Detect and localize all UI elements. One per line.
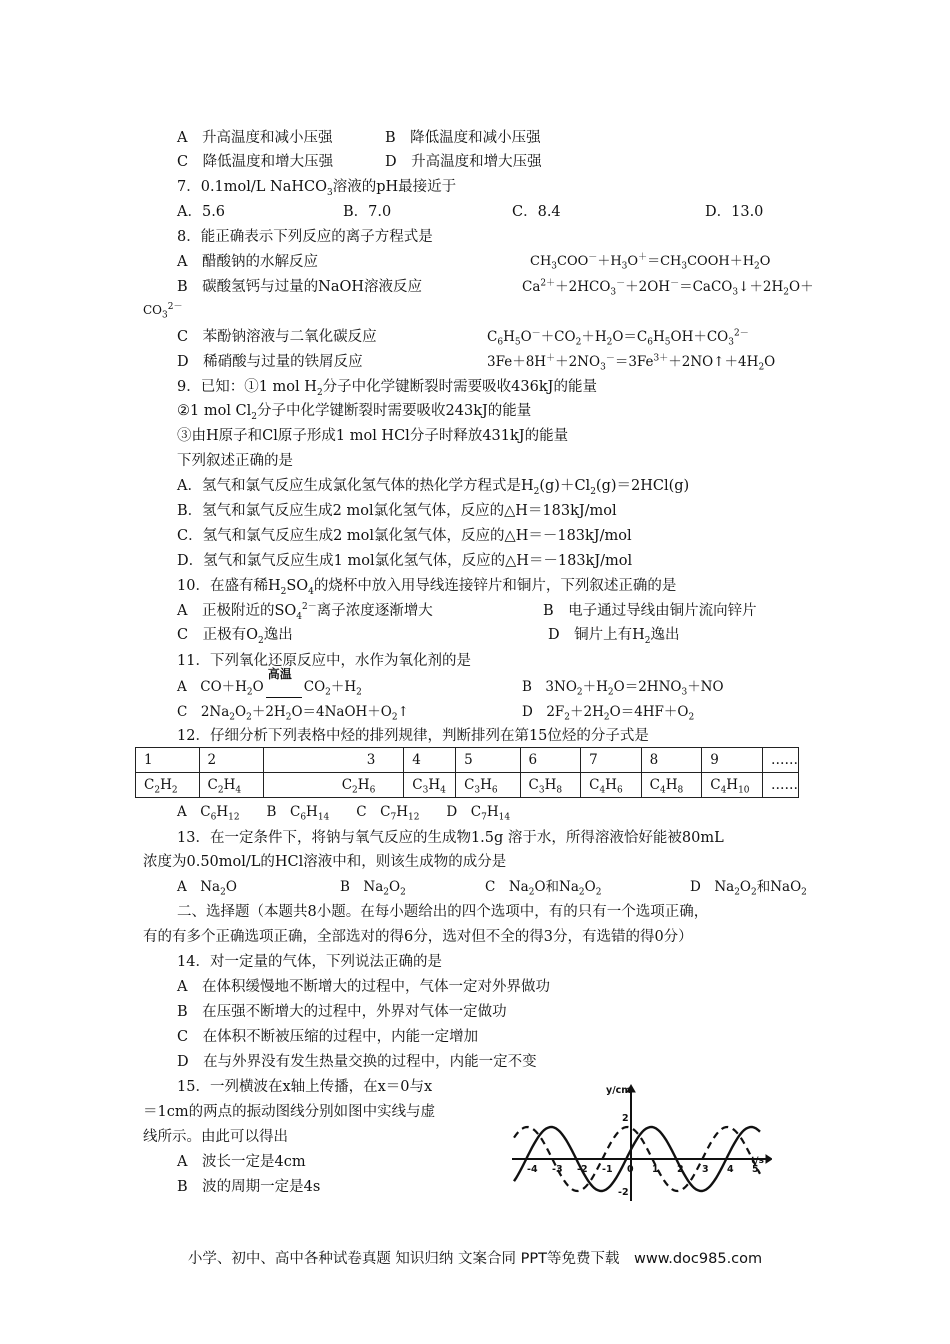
x-axis-label: t/s: [751, 1156, 764, 1166]
q7-option-c: C．8.4: [512, 204, 561, 220]
q11-stem: 11．下列氧化还原反应中，水作为氧化剂的是: [177, 653, 471, 669]
x-tick-label: -4: [527, 1164, 538, 1175]
x-tick-label: 1: [652, 1164, 659, 1175]
q6-option-b: B 降低温度和减小压强: [385, 130, 541, 146]
q10-option-b: B 电子通过导线由铜片流向锌片: [543, 603, 757, 619]
q8-equation-c: $C_6H_5O^-+CO_2+H_2O=C_6H_5OH+CO_3^{2-}$: [487, 328, 749, 348]
q10-option-a: A 正极附近的$SO_4^{2-}$离子浓度逐渐增大: [177, 602, 433, 622]
q9-option-b: B．氢气和氯气反应生成2 mol氯化氢气体，反应的△H＝183kJ/mol: [177, 503, 617, 519]
q13-option-b: B $Na_2O_2$: [340, 879, 406, 898]
hydrocarbon-table: [135, 747, 799, 798]
x-axis-arrow-icon: [766, 1155, 772, 1163]
q8-option-b: B 碳酸氢钙与过量的NaOH溶液反应: [177, 279, 423, 295]
q11-option-b: B $3NO_2+H_2O=2HNO_3+NO$: [522, 679, 724, 698]
q14-stem: 14．对一定量的气体，下列说法正确的是: [177, 954, 442, 970]
q6-option-a: A 升高温度和减小压强: [177, 130, 333, 146]
q8-equation-b: $Ca^{2+}+2HCO_3^-+2OH^-=CaCO_3↓+2H_2O+$: [522, 278, 814, 298]
q11-option-d: D $2F_2+2H_2O=4HF+O_2$: [522, 704, 695, 723]
q9-stem-1: 9．已知：①1 mol $H_2$分子中化学键断裂时需要吸收436kJ的能量: [177, 379, 597, 398]
q12-options: A $C_6H_{12}$ B $C_6H_{14}$ C $C_7H_{12}$ D $C_7H_{14}$: [177, 804, 511, 823]
q14-option-a: A 在体积缓慢地不断增大的过程中，气体一定对外界做功: [177, 979, 550, 995]
x-tick-label: 3: [702, 1164, 709, 1175]
q8-option-c: C 苯酚钠溶液与二氧化碳反应: [177, 329, 377, 345]
q8-equation-a: $CH_3COO^-+H_3O^+=CH_3COOH+H_2O$: [530, 252, 771, 272]
q15-stem-1: 15．一列横波在x轴上传播，在x＝0与x: [177, 1079, 433, 1095]
y-tick-bottom: -2: [618, 1187, 629, 1198]
q15-option-a: A 波长一定是4cm: [177, 1154, 306, 1170]
x-tick-label: 2: [677, 1164, 684, 1175]
x-tick-label: 5: [752, 1164, 759, 1175]
footer-text: 小学、初中、高中各种试卷真题 知识归纳 文案合同 PPT等免费下载 www.doc985.com: [187, 1251, 763, 1267]
q7-option-b: B．7.0: [343, 204, 392, 220]
x-tick-label: -3: [552, 1164, 563, 1175]
q14-option-d: D 在与外界没有发生热量交换的过程中，内能一定不变: [177, 1054, 537, 1070]
q15-stem-2: ＝1cm的两点的振动图线分别如图中实线与虚: [143, 1104, 436, 1120]
q11-option-c: C $2Na_2O_2+2H_2O=4NaOH+O_2↑$: [177, 704, 409, 723]
x-tick-label: -2: [577, 1164, 588, 1175]
q10-option-d: D 铜片上有$H_2$逸出: [548, 627, 680, 646]
q11-condition: 高温: [267, 667, 292, 681]
q13-option-c: C $Na_2O$和$Na_2O_2$: [485, 879, 602, 898]
q9-option-c: C．氢气和氯气反应生成2 mol氯化氢气体，反应的△H＝－183kJ/mol: [177, 528, 632, 544]
q9-stem-3: ③由H原子和Cl原子形成1 mol HCl分子时释放431kJ的能量: [177, 428, 569, 444]
y-tick-top: 2: [622, 1113, 629, 1124]
q10-option-c: C 正极有$O_2$逸出: [177, 627, 293, 646]
x-tick-label: 4: [727, 1164, 734, 1175]
q13-stem-2: 浓度为0.50mol/L的HCl溶液中和，则该生成物的成分是: [143, 854, 507, 870]
table-row: 1 2 3 4 5 6 7 8 9 ……: [136, 748, 799, 773]
section2-line-1: 二、选择题（本题共8小题。在每小题给出的四个选项中，有的只有一个选项正确，: [177, 904, 709, 920]
q6-option-c: C 降低温度和增大压强: [177, 154, 334, 170]
q9-stem-2: ②1 mol $Cl_2$分子中化学键断裂时需要吸收243kJ的能量: [177, 403, 532, 422]
q7-option-a: A．5.6: [177, 204, 226, 220]
vibration-graph: [510, 1083, 772, 1203]
q11-option-a: A $CO+H_2O$ 高温 $CO_2+H_2$: [177, 677, 362, 698]
q15-option-b: B 波的周期一定是4s: [177, 1179, 321, 1195]
q14-option-b: B 在压强不断增大的过程中，外界对气体一定做功: [177, 1004, 507, 1020]
y-axis-label: y/cm: [606, 1085, 632, 1096]
q13-option-d: D $Na_2O_2$和NaO$_2$: [690, 879, 807, 898]
q9-stem-4: 下列叙述正确的是: [177, 453, 293, 469]
q15-stem-3: 线所示。由此可以得出: [143, 1129, 288, 1145]
q13-stem-1: 13．在一定条件下，将钠与氧气反应的生成物1.5g 溶于水，所得溶液恰好能被80mL: [177, 830, 724, 846]
q7-stem: 7．0.1mol/L NaHCO$_3$溶液的pH最接近于: [177, 179, 457, 198]
q12-stem: 12．仔细分析下列表格中烃的排列规律，判断排列在第15位烃的分子式是: [177, 728, 649, 744]
section2-line-2: 有的有多个正确选项正确，全部选对的得6分，选对但不全的得3分，有选错的得0分）: [143, 929, 693, 945]
q14-option-c: C 在体积不断被压缩的过程中，内能一定增加: [177, 1029, 479, 1045]
table-row: $C_2H_2$ $C_2H_4$ $C_2H_6$ $C_3H_4$ $C_3H_6$ $C_3H_8$ $C_4H_6$ $C_4H_8$ $C_4H_{10}$ ……: [136, 773, 799, 798]
q8-stem: 8．能正确表示下列反应的离子方程式是: [177, 229, 433, 245]
q13-option-a: A $Na_2O$: [177, 879, 237, 898]
x-tick-label: 0: [627, 1164, 634, 1175]
q9-option-a: A．氢气和氯气反应生成氯化氢气体的热化学方程式是$H_2(g)+Cl_2(g)=2HCl(g)$: [177, 478, 690, 497]
x-tick-label: -1: [602, 1164, 613, 1175]
q8-equation-b-cont: $CO_3^{2-}$: [143, 302, 183, 321]
q6-option-d: D 升高温度和增大压强: [385, 154, 542, 170]
q9-option-d: D．氢气和氯气反应生成1 mol氯化氢气体，反应的△H＝－183kJ/mol: [177, 553, 633, 569]
q8-option-a: A 醋酸钠的水解反应: [177, 254, 318, 270]
q10-stem: 10．在盛有稀$H_2SO_4$的烧杯中放入用导线连接锌片和铜片，下列叙述正确的是: [177, 578, 677, 597]
q7-option-d: D．13.0: [705, 204, 764, 220]
q8-option-d: D 稀硝酸与过量的铁屑反应: [177, 354, 363, 370]
q8-equation-d: $3Fe+8H^++2NO_3^-=3Fe^{3+}+2NO↑+4H_2O$: [487, 353, 776, 373]
